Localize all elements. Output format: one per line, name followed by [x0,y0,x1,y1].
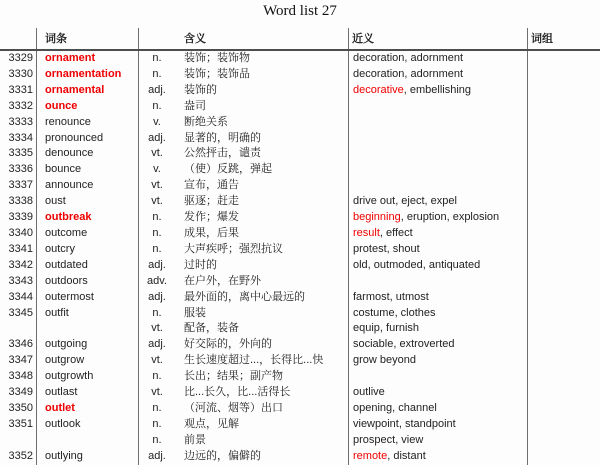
synonym-cell: sociable, extroverted [353,338,455,351]
table-row [0,337,600,353]
meaning-cell: 大声疾呼；强烈抗议 [184,242,283,255]
row-number: 3343 [8,274,33,287]
word-list-table [0,51,600,465]
part-of-speech-cell: n. [152,99,162,112]
row-number: 3345 [8,306,33,319]
synonym-cell: costume, clothes [353,306,436,319]
table-row [0,321,600,337]
table-row [0,131,600,147]
part-of-speech-cell: n. [152,401,162,414]
row-number: 3329 [8,52,33,64]
part-of-speech-cell: n. [152,52,162,64]
part-of-speech-cell: adj. [148,131,166,144]
synonym-cell: decoration, adornment [353,67,464,80]
part-of-speech-cell: n. [152,306,162,319]
table-row [0,67,600,83]
meaning-cell: 配备，装备 [184,322,239,335]
table-row [0,401,600,417]
part-of-speech-cell: adj. [148,449,166,462]
table-row [0,99,600,115]
part-of-speech-cell: n. [152,67,162,80]
part-of-speech-cell: n. [152,370,162,383]
row-number: 3330 [8,67,33,80]
meaning-cell: 装饰；装饰物 [184,52,250,64]
word-cell: outermost [45,290,94,303]
table-row [0,385,600,401]
row-number: 3347 [8,354,33,367]
row-number: 3333 [8,115,33,128]
part-of-speech-cell: adv. [147,274,167,287]
part-of-speech-cell: n. [152,417,162,430]
word-cell: outlast [45,386,78,399]
part-of-speech-cell: vt. [151,386,163,399]
word-cell: outbreak [45,211,92,224]
meaning-cell: 前景 [184,433,206,446]
row-number: 3332 [8,99,33,112]
word-cell: bounce [45,163,82,176]
part-of-speech-cell: vt. [151,322,163,335]
meaning-cell: 成果，后果 [184,226,239,239]
part-of-speech-cell: n. [152,433,162,446]
row-number: 3349 [8,386,33,399]
table-row [0,290,600,306]
meaning-cell: 服装 [184,306,206,319]
meaning-cell: 边远的，偏僻的 [184,449,261,462]
meaning-cell: 发作；爆发 [184,211,239,224]
meaning-cell: 盎司 [184,99,206,112]
part-of-speech-cell: adj. [148,290,166,303]
word-cell: outlook [45,417,81,430]
row-number: 3346 [8,338,33,351]
meaning-cell: 观点，见解 [184,417,239,430]
meaning-cell: 公然抨击，谴责 [184,147,261,160]
meaning-cell: 装饰的 [184,83,217,96]
synonym-cell: equip, furnish [353,322,420,335]
synonym-cell: prospect, view [353,433,424,446]
synonym-highlighted: remote [353,449,388,462]
word-cell: outgrowth [45,370,94,383]
synonym-highlighted: decorative [353,83,404,96]
word-cell: outgoing [45,338,88,351]
synonym-highlighted: result [353,226,380,239]
synonym-cell: outlive [353,386,385,399]
table-row [0,51,600,67]
table-row [0,306,600,322]
part-of-speech-cell: v. [153,115,161,128]
meaning-cell: 显著的，明确的 [184,131,261,144]
word-cell: denounce [45,147,94,160]
table-row [0,433,600,449]
synonym-cell: beginning, eruption, explosion [353,211,500,224]
row-number: 3350 [8,401,33,414]
meaning-cell: 断绝关系 [184,115,228,128]
word-cell: ounce [45,99,78,112]
synonym-cell: decoration, adornment [353,52,464,64]
meaning-cell: 在户外，在野外 [184,274,261,287]
meaning-cell: 驱逐；赶走 [184,195,239,208]
meaning-cell: 生长速度超过...，长得比...快 [184,354,324,367]
row-number: 3338 [8,195,33,208]
part-of-speech-cell: adj. [148,338,166,351]
word-cell: outlet [45,401,75,414]
page-title: Word list 27 [263,3,337,19]
word-cell: outgrow [45,354,85,367]
table-row [0,162,600,178]
row-number: 3341 [8,242,33,255]
synonym-cell: viewpoint, standpoint [353,417,456,430]
part-of-speech-cell: vt. [151,354,163,367]
table-row [0,242,600,258]
meaning-cell: （河流、烟等）出口 [184,401,283,414]
part-of-speech-cell: vt. [151,195,163,208]
meaning-cell: 装饰；装饰品 [184,67,250,80]
table-row [0,274,600,290]
part-of-speech-cell: v. [153,163,161,176]
word-cell: outdoors [45,274,88,287]
part-of-speech-cell: adj. [148,258,166,271]
synonym-cell: decorative, embellishing [353,83,472,96]
row-number: 3344 [8,290,33,303]
synonym-cell: remote, distant [353,449,426,462]
row-number: 3351 [8,417,33,430]
table-row [0,449,600,465]
synonym-cell: drive out, eject, expel [353,195,457,208]
table-row [0,353,600,369]
header-phrase: 词组 [531,33,553,45]
row-number: 3339 [8,211,33,224]
word-cell: pronounced [45,131,104,144]
word-cell: ornamental [45,83,105,96]
synonym-cell: opening, channel [353,401,437,414]
synonym-cell: farmost, utmost [353,290,429,303]
meaning-cell: 好交际的，外向的 [184,338,272,351]
word-cell: outfit [45,306,69,319]
meaning-cell: 最外面的，离中心最远的 [184,290,305,303]
table-row [0,258,600,274]
word-cell: announce [45,179,94,192]
header-meaning: 含义 [184,33,206,45]
table-row [0,226,600,242]
meaning-cell: 长出；结果；副产物 [184,370,283,383]
meaning-cell: 比...长久，比...活得长 [184,386,291,399]
word-cell: outcry [45,242,75,255]
part-of-speech-cell: n. [152,226,162,239]
table-row [0,178,600,194]
word-cell: ornamentation [45,67,122,80]
table-row [0,115,600,131]
word-cell: outdated [45,258,88,271]
part-of-speech-cell: n. [152,211,162,224]
part-of-speech-cell: n. [152,242,162,255]
row-number: 3334 [8,131,33,144]
row-number: 3337 [8,179,33,192]
row-number: 3335 [8,147,33,160]
row-number: 3348 [8,370,33,383]
meaning-cell: 过时的 [184,258,217,271]
table-row [0,146,600,162]
row-number: 3340 [8,226,33,239]
word-cell: outlying [45,449,83,462]
synonym-cell: old, outmoded, antiquated [353,258,481,271]
table-row [0,369,600,385]
table-row [0,417,600,433]
word-cell: outcome [45,226,88,239]
table-row [0,194,600,210]
row-number: 3342 [8,258,33,271]
row-number: 3331 [8,83,33,96]
meaning-cell: 宣布，通告 [184,179,239,192]
row-number: 3336 [8,163,33,176]
part-of-speech-cell: vt. [151,179,163,192]
table-row [0,210,600,226]
word-cell: ornament [45,52,96,64]
meaning-cell: （使）反跳，弹起 [184,163,272,176]
word-cell: oust [45,195,66,208]
word-cell: renounce [45,115,91,128]
part-of-speech-cell: adj. [148,83,166,96]
row-number: 3352 [8,449,33,462]
synonym-highlighted: beginning [353,211,401,224]
synonym-cell: protest, shout [353,242,420,255]
table-header-row [0,30,600,48]
header-synonym: 近义 [352,33,374,45]
table-row [0,83,600,99]
header-word: 词条 [45,33,67,45]
synonym-cell: result, effect [353,226,413,239]
synonym-cell: grow beyond [353,354,416,367]
part-of-speech-cell: vt. [151,147,163,160]
